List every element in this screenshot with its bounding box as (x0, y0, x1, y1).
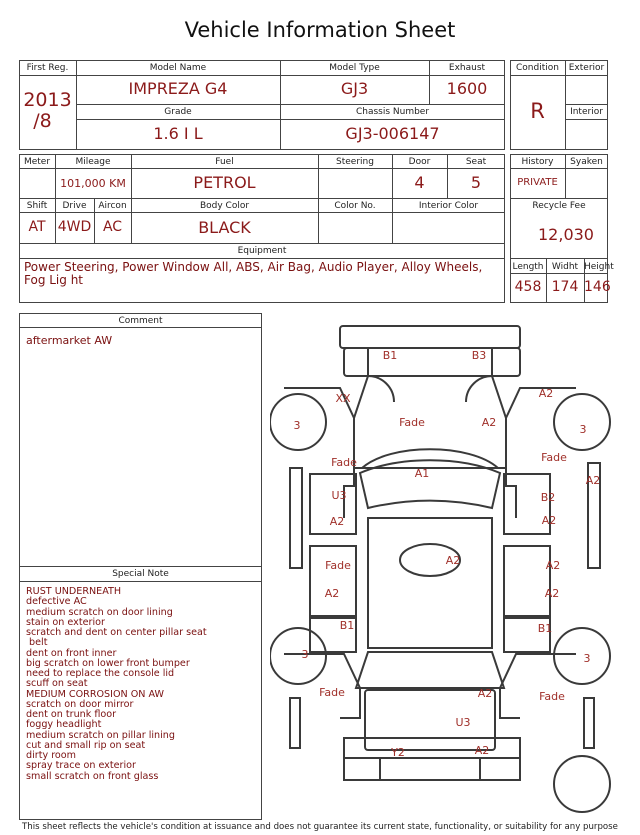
interior-color-label: Interior Color (418, 201, 479, 211)
damage-label-a2-trunk: A2 (477, 687, 493, 700)
disclaimer-footer: This sheet reflects the vehicle's condition at issuance and does not guarantee its current state, functionality, or suitability for any purpose (22, 822, 618, 832)
body-color-value: BLACK (198, 218, 251, 237)
special-note-item: medium scratch on door lining (26, 606, 173, 618)
recycle-fee-label: Recycle Fee (532, 201, 586, 211)
chassis-label: Chassis Number (355, 107, 430, 117)
special-note-item: scuff on seat (26, 678, 88, 690)
special-note-item: scratch and dent on center pillar seat (26, 627, 207, 638)
seat-label: Seat (465, 157, 487, 167)
damage-label-fade-rl: Fade (319, 686, 345, 699)
damage-label-fade-fr: Fade (541, 451, 567, 464)
height-label: Height (584, 262, 614, 272)
damage-label-a2-roof: A2 (445, 554, 461, 567)
comment-value: aftermarket AW (26, 334, 113, 347)
special-note-item: dirty room (26, 750, 77, 761)
length-value: 458 (514, 279, 542, 295)
special-note-item: stain on exterior (26, 616, 105, 628)
grade-label: Grade (164, 107, 192, 117)
chassis-value: GJ3-006147 (345, 124, 440, 143)
shift-value: AT (28, 219, 46, 235)
special-note-item: small scratch on front glass (26, 770, 159, 782)
damage-label-fade-rr: Fade (539, 690, 565, 703)
fuel-label: Fuel (215, 157, 234, 167)
damage-label-a2-far-r: A2 (585, 474, 601, 487)
width-label: Widht (551, 262, 579, 272)
grade-value: 1.6 I L (153, 124, 203, 143)
aircon-label: Aircon (98, 201, 127, 211)
special-note-item: spray trace on exterior (26, 760, 136, 772)
damage-label-b1-top: B1 (382, 349, 398, 362)
history-label: History (521, 157, 554, 167)
interior-label: Interior (570, 107, 603, 117)
model-name-value: IMPREZA G4 (128, 79, 228, 98)
sheet-title: Vehicle Information Sheet (184, 18, 456, 42)
meter-label: Meter (23, 157, 51, 167)
condition-label: Condition (516, 63, 559, 73)
damage-label-y2: Y2 (391, 746, 405, 759)
condition-value: R (530, 99, 545, 123)
mileage-label: Mileage (75, 157, 111, 167)
special-note-item: medium scratch on pillar lining (26, 729, 175, 741)
first-reg-year: 2013 (23, 89, 72, 111)
damage-label-a2-fdl: A2 (329, 515, 345, 528)
damage-label-a1: A1 (414, 467, 430, 480)
shift-label: Shift (26, 201, 48, 211)
damage-label-wheel-fr: 3 (579, 423, 587, 436)
damage-label-b1-l: B1 (339, 619, 355, 632)
damage-label-b2-r: B2 (540, 491, 556, 504)
damage-label-b3-top: B3 (471, 349, 487, 362)
damage-label-wheel-rl: 3 (301, 648, 309, 661)
aircon-value: AC (102, 219, 123, 235)
height-value: 146 (584, 279, 611, 295)
color-no-label: Color No. (334, 201, 376, 211)
damage-label-wheel-rr: 3 (583, 652, 591, 665)
special-note-list (26, 587, 258, 782)
door-label: Door (408, 157, 431, 167)
fuel-value: PETROL (193, 173, 256, 192)
damage-label-a2-fdr: A2 (541, 514, 557, 527)
special-note-item: foggy headlight (26, 719, 102, 731)
damage-label-fade-fl: Fade (331, 456, 357, 469)
comment-label: Comment (118, 316, 163, 326)
special-note-item: MEDIUM CORROSION ON AW (26, 688, 165, 700)
model-name-label: Model Name (149, 63, 207, 73)
damage-label-a2-rdl: A2 (324, 587, 340, 600)
recycle-fee-value: 12,030 (538, 225, 594, 244)
damage-label-u3-rear: U3 (455, 716, 471, 729)
model-type-value: GJ3 (340, 79, 369, 98)
special-note-item: scratch on door mirror (26, 698, 134, 710)
special-note-item: dent on front inner (26, 647, 117, 659)
special-note-item: belt (26, 637, 48, 649)
seat-value: 5 (470, 173, 482, 192)
special-note-item: need to replace the console lid (26, 668, 175, 679)
car-condition-diagram (270, 318, 630, 818)
special-note-item: big scratch on lower front bumper (26, 657, 190, 669)
first-reg-label: First Reg. (26, 63, 69, 73)
exhaust-label: Exhaust (448, 63, 486, 73)
equipment-value: Power Steering, Power Window All, ABS, Air Bag, Audio Player, Alloy Wheels, Fog Lig ht (24, 260, 483, 287)
width-value: 174 (551, 279, 579, 295)
first-reg-month: /8 (33, 110, 52, 132)
damage-label-fade-hood-l: Fade (399, 416, 425, 429)
damage-label-a2-rdr: A2 (545, 559, 561, 572)
damage-label-a2-hood: A2 (481, 416, 497, 429)
exhaust-value: 1600 (446, 79, 488, 98)
damage-label-a2-rear: A2 (474, 744, 490, 757)
exterior-label: Exterior (568, 63, 605, 73)
drive-label: Drive (62, 201, 87, 211)
damage-label-xx: XX (335, 392, 351, 405)
syaken-label: Syaken (570, 157, 603, 167)
model-type-label: Model Type (329, 63, 380, 73)
drive-value: 4WD (57, 219, 92, 235)
damage-label-a2-fr: A2 (538, 387, 554, 400)
special-note-item: dent on trunk floor (26, 709, 117, 720)
special-note-item: RUST UNDERNEATH (26, 586, 122, 597)
special-note-item: cut and small rip on seat (26, 739, 146, 751)
equipment-label: Equipment (237, 246, 287, 256)
damage-label-b1-r: B1 (537, 622, 553, 635)
damage-label-wheel-fl: 3 (293, 419, 301, 432)
history-value: PRIVATE (517, 177, 558, 188)
body-color-label: Body Color (199, 201, 250, 211)
steering-label: Steering (336, 157, 374, 167)
special-note-label: Special Note (112, 569, 169, 579)
damage-label-u3-l: U3 (331, 489, 347, 502)
damage-label-fade-rdl: Fade (325, 559, 351, 572)
damage-label-a2-rdr2: A2 (544, 587, 560, 600)
door-value: 4 (414, 173, 425, 192)
length-label: Length (512, 262, 544, 272)
mileage-value: 101,000 KM (60, 177, 126, 190)
special-note-item: defective AC (26, 596, 87, 608)
